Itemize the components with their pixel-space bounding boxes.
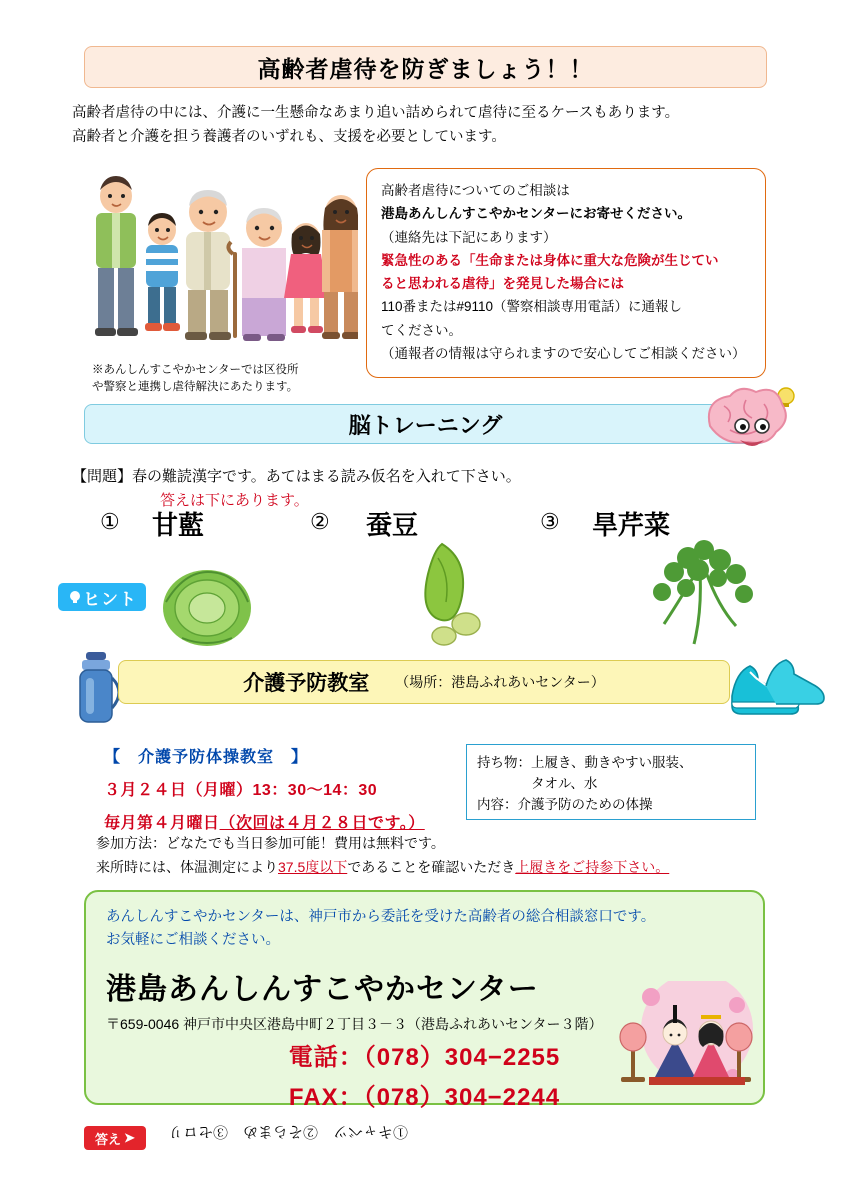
class-next-date: （次回は４月２８日です。） [219, 815, 425, 832]
consult-urgent-line1: 緊急性のある「生命または身体に重大な危険が生じてい [381, 252, 719, 268]
center-telephone: 電話：（078）304−2255 [288, 1044, 561, 1072]
kanji-number-1: ① [100, 509, 120, 534]
bring-line3: 内容：介護予防のための体操 [477, 796, 653, 812]
kanji-number-3: ③ [540, 509, 560, 534]
center-lead [106, 906, 743, 952]
brain-question-text: 【問題】春の難読漢字です。あてはまる読み仮名を入れて下さい。 [72, 468, 521, 485]
consult-emergency-number: 110番または#9110（警察相談専用電話）に通報し [381, 299, 683, 315]
kanji-word-2: 蚕豆 [366, 510, 419, 540]
consult-line7: てください。 [381, 322, 462, 338]
answer-badge [84, 1126, 146, 1150]
class-heading: 【 介護予防体操教室 】 [104, 749, 309, 766]
kanji-number-2: ② [310, 509, 330, 534]
consult-line1: 高齢者虐待についてのご相談は [381, 183, 570, 198]
broadbean-illustration [398, 536, 508, 661]
consult-line3: （連絡先は下記にあります） [381, 229, 557, 245]
celery-illustration [640, 536, 770, 661]
hina-dolls-illustration [587, 981, 757, 1101]
answer-badge-label: 答え [95, 1131, 122, 1147]
consult-center-name: 港島あんしんすこやかセンターにお寄せください。 [381, 206, 691, 222]
class-details [104, 744, 444, 833]
brain-answer-note: 答えは下にあります。 [160, 492, 309, 509]
bring-line1: 持ち物：上履き、動きやすい服装、 [477, 755, 693, 770]
hint-badge [58, 583, 146, 611]
kanji-word-1: 甘藍 [152, 510, 205, 540]
family-caption [92, 362, 354, 397]
class-recurrence-plain: 毎月第４月曜日 [104, 815, 220, 832]
answer-text: ①キャベツ ②そらまめ ③セロリ [168, 1123, 409, 1140]
class-banner [118, 660, 730, 704]
family-caption-line2: や警察と連携し虐待解決にあたります。 [92, 381, 299, 394]
center-fax: FAX：（078）304−2244 [288, 1083, 561, 1111]
bring-items-box [466, 744, 756, 820]
family-caption-line1: ※あんしんすこやかセンターでは区役所 [92, 364, 299, 376]
bring-shoes-note: 上履きをご持参下さい。 [515, 858, 670, 875]
temperature-limit: 37.5度以下 [278, 858, 348, 875]
abuse-title-banner [84, 46, 767, 88]
consult-urgent-line2: ると思われる虐待」を発見した場合には [381, 276, 624, 291]
center-lead-line1: あんしんすこやかセンターは、神戸市から委託を受けた高齢者の総合相談窓口です。 [106, 909, 656, 925]
join-line1: 参加方法：どなたでも当日参加可能！費用は無料です。 [96, 835, 445, 851]
join-line2-pre: 来所時には、体温測定により [96, 858, 278, 875]
brain-training-banner [84, 404, 767, 444]
class-banner-place: （場所：港島ふれあいセンター） [395, 674, 605, 690]
consult-info-box [366, 168, 766, 378]
center-lead-line2: お気軽にご相談ください。 [106, 932, 280, 949]
class-banner-title: 介護予防教室 [243, 672, 370, 695]
class-recurrence [104, 810, 444, 833]
brain-training-title: 脳トレーニング [348, 412, 503, 438]
answer-text-wrapper [168, 1122, 508, 1148]
cabbage-illustration [152, 550, 262, 655]
abuse-lead-line2: 高齢者と介護を担う養護者のいずれも、支援を必要としています。 [72, 128, 506, 145]
hint-icon [67, 589, 83, 605]
abuse-lead-line1: 高齢者虐待の中には、介護に一生懸命なあまり追い詰められて虐待に至るケースもあります。 [72, 105, 680, 121]
abuse-title-text: 高齢者虐待を防ぎましょう！！ [257, 55, 594, 82]
consult-line8: （通報者の情報は守られますので安心してご相談ください） [381, 345, 746, 361]
right-arrow-icon: ➤ [124, 1130, 135, 1145]
kanji-word-3: 旱芹菜 [592, 510, 671, 540]
center-info-box [84, 890, 765, 1111]
join-line2 [96, 856, 796, 880]
sneakers-illustration [726, 652, 826, 720]
join-line2-mid: であることを確認いただき [347, 858, 516, 875]
center-name: 港島あんしんすこやかセンター [106, 973, 539, 1007]
class-date: ３月２４日（月曜）13：30〜14：30 [104, 782, 378, 799]
join-instructions [96, 832, 796, 880]
family-illustration [78, 168, 358, 368]
abuse-lead-text [72, 102, 792, 150]
center-address: 〒659-0046 神戸市中央区港島中町２丁目３－３（港島ふれあいセンター３階） [106, 1016, 603, 1033]
bring-line2: タオル、水 [477, 775, 598, 791]
hint-label: ヒント [83, 589, 137, 609]
brain-character-illustration [690, 382, 810, 462]
